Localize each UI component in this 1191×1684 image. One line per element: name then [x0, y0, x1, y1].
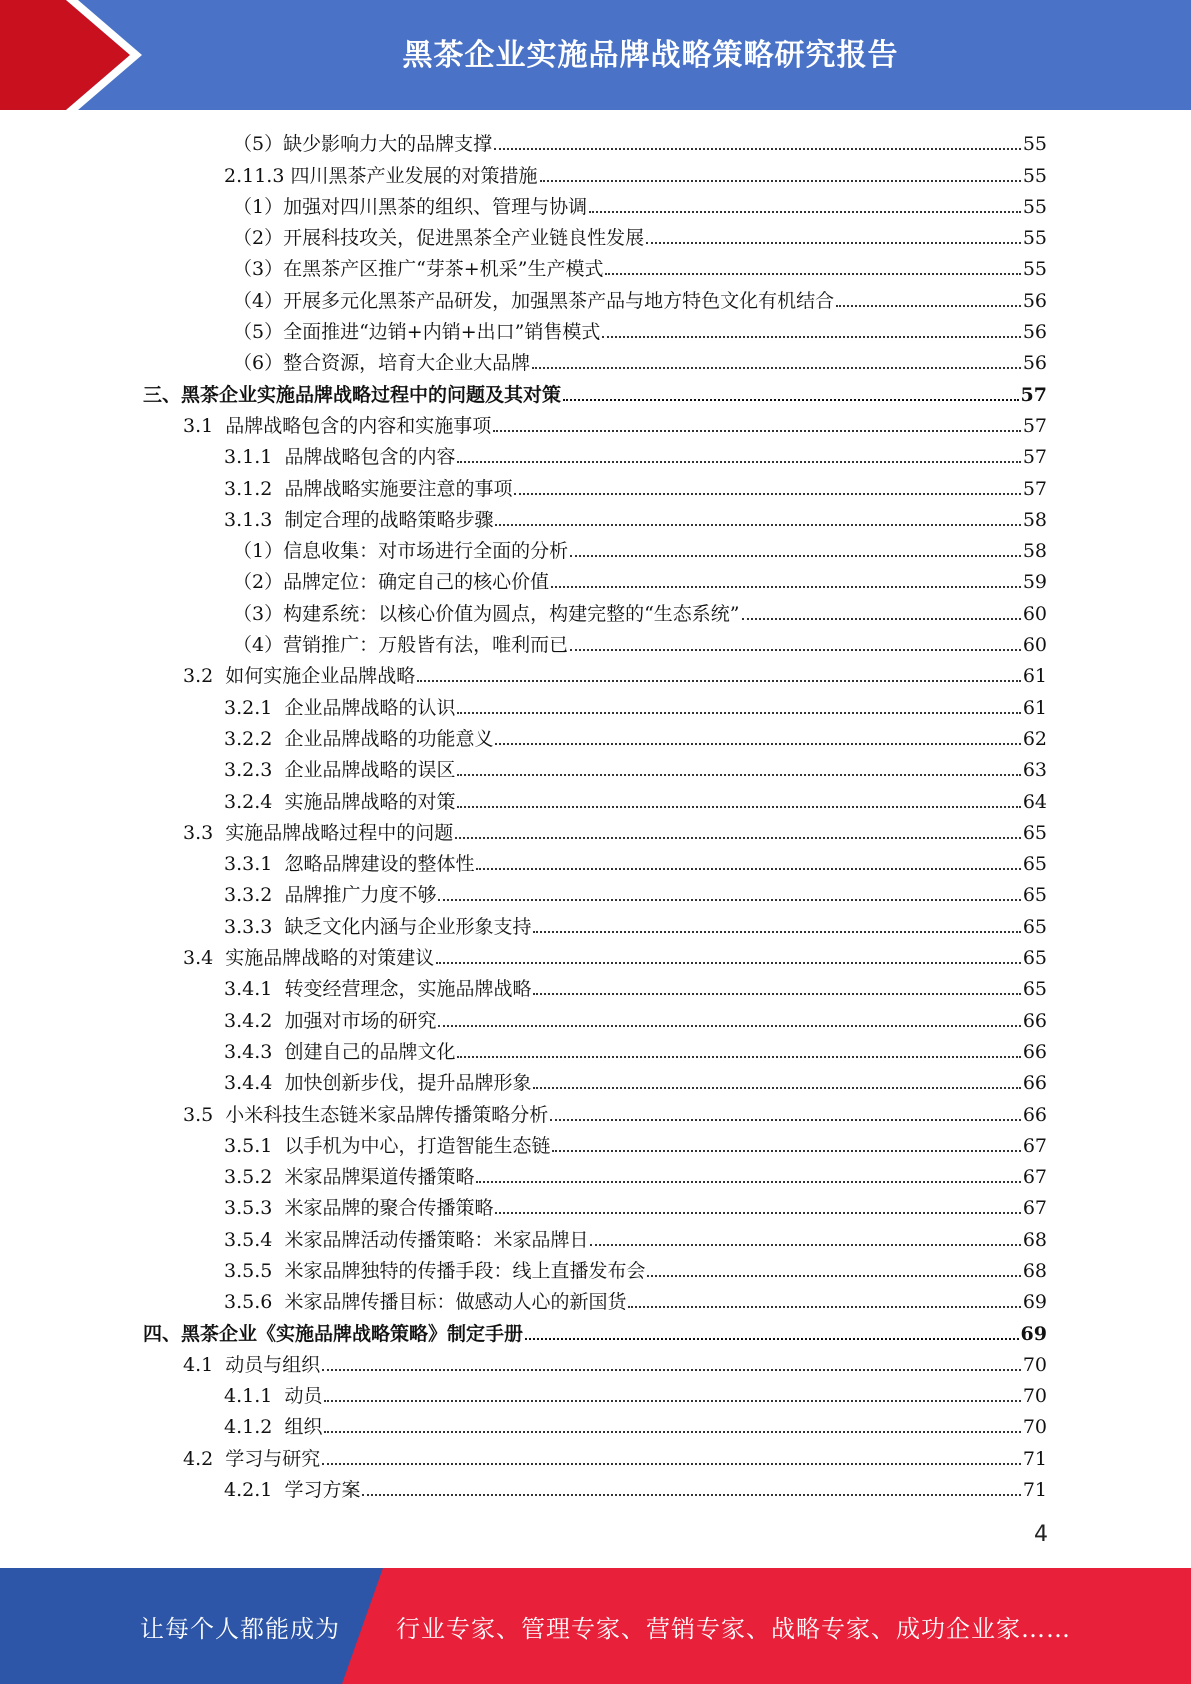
toc-entry-number: 3.2.2: [224, 727, 285, 750]
toc-entry[interactable]: [0, 847, 1047, 878]
toc-entry-page: 70: [1022, 1385, 1047, 1408]
toc-entry-title: 米家品牌的聚合传播策略: [284, 1197, 494, 1220]
toc-entry-number: 3.4.1: [224, 978, 285, 1001]
toc-entry-title: 加快创新步伐，提升品牌形象: [284, 1072, 532, 1095]
toc-entry-page: 63: [1022, 759, 1047, 782]
footer-slogan-right: 行业专家、管理专家、营销专家、战略专家、成功企业家……: [396, 1614, 1071, 1643]
toc-entry-title: 缺乏文化内涵与企业形象支持: [284, 915, 532, 938]
toc-entry-number: 3.4.3: [224, 1040, 285, 1063]
toc-entry-page: 70: [1022, 1416, 1047, 1439]
toc-entry[interactable]: [0, 878, 1047, 909]
toc-dot-leader: [438, 899, 1020, 901]
toc-entry-page: 69: [1022, 1291, 1047, 1314]
toc-entry[interactable]: [0, 1473, 1047, 1504]
toc-entry-number: 4.1: [183, 1353, 226, 1376]
toc-entry-title: 实施品牌战略的对策: [284, 790, 456, 813]
toc-entry-page: 65: [1022, 853, 1047, 876]
toc-entry-page: 61: [1022, 696, 1047, 719]
toc-entry[interactable]: [0, 158, 1047, 189]
toc-dot-leader: [476, 1181, 1020, 1183]
toc-entry-title: 开展多元化黑茶产品研发，加强黑茶产品与地方特色文化有机结合: [283, 289, 835, 312]
toc-entry-page: 61: [1022, 665, 1047, 688]
toc-entry[interactable]: [0, 1035, 1047, 1066]
toc-dot-leader: [590, 1244, 1020, 1246]
toc-entry-number: 3.3.3: [224, 915, 285, 938]
toc-entry-page: 66: [1022, 1072, 1047, 1095]
toc-entry-number: （1）: [233, 540, 284, 563]
toc-entry-title: 米家品牌活动传播策略：米家品牌日: [284, 1228, 589, 1251]
toc-entry-title: 实施品牌战略的对策建议: [225, 947, 435, 970]
toc-entry-page: 69: [1020, 1322, 1047, 1345]
toc-entry-page: 57: [1020, 383, 1047, 406]
toc-dot-leader: [494, 148, 1021, 150]
toc-entry-page: 71: [1022, 1447, 1047, 1470]
toc-entry-page: 71: [1022, 1479, 1047, 1502]
toc-entry-title: 如何实施企业品牌战略: [225, 665, 416, 688]
toc-entry[interactable]: [0, 1222, 1047, 1253]
toc-entry-page: 66: [1022, 1103, 1047, 1126]
toc-entry-title: 实施品牌战略过程中的问题: [225, 821, 454, 844]
toc-entry-title: 小米科技生态链米家品牌传播策略分析: [225, 1103, 549, 1126]
toc-entry[interactable]: [0, 1066, 1047, 1097]
toc-entry-page: 56: [1022, 321, 1047, 344]
toc-dot-leader: [457, 461, 1020, 463]
toc-entry-title: 四川黑茶产业发展的对策措施: [290, 164, 538, 187]
toc-dot-leader: [495, 1212, 1020, 1214]
toc-entry-number: 3.5.4: [224, 1228, 285, 1251]
toc-entry-title: 制定合理的战略策略步骤: [284, 508, 494, 531]
toc-entry[interactable]: [0, 409, 1047, 440]
toc-entry[interactable]: [0, 596, 1047, 627]
toc-entry-title: 米家品牌独特的传播手段：线上直播发布会: [284, 1259, 646, 1282]
toc-dot-leader: [589, 211, 1021, 213]
toc-entry-page: 56: [1022, 289, 1047, 312]
toc-dot-leader: [476, 868, 1020, 870]
toc-entry-page: 70: [1022, 1353, 1047, 1376]
toc-entry[interactable]: [0, 283, 1047, 314]
toc-entry-title: 在黑茶产区推广“芽茶+机采”生产模式: [283, 258, 604, 281]
toc-entry[interactable]: [0, 377, 1047, 408]
toc-dot-leader: [742, 618, 1021, 620]
toc-entry[interactable]: [0, 534, 1047, 565]
toc-entry-page: 59: [1022, 571, 1047, 594]
toc-entry[interactable]: [0, 941, 1047, 972]
toc-entry-title: 开展科技攻关，促进黑茶全产业链良性发展: [283, 227, 645, 250]
toc-entry-number: 3.5.3: [224, 1197, 285, 1220]
toc-entry-title: 品牌战略包含的内容和实施事项: [225, 414, 492, 437]
toc-entry-number: （3）: [233, 602, 284, 625]
toc-entry-number: （4）: [233, 634, 284, 657]
toc-entry[interactable]: [0, 346, 1047, 377]
toc-entry-number: （4）: [233, 289, 284, 312]
toc-dot-leader: [550, 1119, 1021, 1121]
toc-entry-title: 品牌战略实施要注意的事项: [284, 477, 513, 500]
toc-entry[interactable]: [0, 753, 1047, 784]
toc-entry-page: 68: [1022, 1228, 1047, 1251]
toc-dot-leader: [836, 305, 1021, 307]
toc-dot-leader: [525, 1338, 1019, 1340]
toc-entry-title: 组织: [284, 1416, 323, 1439]
toc-dot-leader: [324, 1431, 1020, 1433]
toc-dot-leader: [628, 1306, 1020, 1308]
toc-entry-page: 55: [1022, 133, 1047, 156]
toc-entry-number: （1）: [233, 195, 284, 218]
toc-entry[interactable]: [0, 440, 1047, 471]
toc-entry[interactable]: [0, 1003, 1047, 1034]
toc-entry[interactable]: [0, 659, 1047, 690]
toc-entry-page: 66: [1022, 1040, 1047, 1063]
toc-entry-page: 60: [1022, 602, 1047, 625]
toc-dot-leader: [533, 1087, 1020, 1089]
toc-entry-page: 58: [1022, 508, 1047, 531]
toc-entry-title: 加强对四川黑茶的组织、管理与协调: [283, 195, 588, 218]
toc-dot-leader: [438, 1025, 1020, 1027]
toc-entry[interactable]: [0, 503, 1047, 534]
toc-entry-number: 3.5.5: [224, 1259, 285, 1282]
toc-entry[interactable]: [0, 1191, 1047, 1222]
toc-entry-page: 65: [1022, 978, 1047, 1001]
toc-entry-page: 55: [1022, 227, 1047, 250]
toc-entry-title: 转变经营理念，实施品牌战略: [284, 978, 532, 1001]
toc-entry-number: （6）: [233, 352, 284, 375]
toc-entry-number: 3.2.1: [224, 696, 285, 719]
toc-entry-page: 57: [1022, 477, 1047, 500]
toc-entry[interactable]: [0, 221, 1047, 252]
toc-entry-number: 3.1.2: [224, 477, 285, 500]
page-number: 4: [1034, 1522, 1048, 1547]
toc-entry-page: 67: [1022, 1197, 1047, 1220]
toc-dot-leader: [563, 399, 1019, 401]
toc-entry-number: 3.4.4: [224, 1072, 285, 1095]
toc-dot-leader: [322, 1463, 1021, 1465]
toc-entry[interactable]: [0, 565, 1047, 596]
header-banner: [0, 0, 1191, 110]
toc-dot-leader: [533, 931, 1020, 933]
toc-entry[interactable]: [0, 972, 1047, 1003]
toc-entry-title: 以手机为中心，打造智能生态链: [284, 1134, 551, 1157]
toc-dot-leader: [457, 806, 1020, 808]
toc-entry[interactable]: [0, 252, 1047, 283]
toc-dot-leader: [647, 1275, 1020, 1277]
toc-entry-page: 68: [1022, 1259, 1047, 1282]
toc-entry[interactable]: [0, 816, 1047, 847]
toc-entry-title: 品牌战略包含的内容: [284, 446, 456, 469]
toc-entry-page: 67: [1022, 1134, 1047, 1157]
toc-entry-number: （3）: [233, 258, 284, 281]
toc-entry[interactable]: [0, 1379, 1047, 1410]
toc-entry[interactable]: [0, 1097, 1047, 1128]
toc-entry[interactable]: [0, 1160, 1047, 1191]
toc-entry[interactable]: [0, 1254, 1047, 1285]
toc-entry-page: 55: [1022, 258, 1047, 281]
toc-entry-number: 3.2.4: [224, 790, 285, 813]
toc-entry-page: 64: [1022, 790, 1047, 813]
toc-entry[interactable]: [0, 190, 1047, 221]
toc-entry-number: 3.3.1: [224, 853, 285, 876]
toc-entry-number: （5）: [233, 133, 284, 156]
toc-entry-page: 60: [1022, 634, 1047, 657]
toc-entry-number: 3.1.3: [224, 508, 285, 531]
toc-entry-title: 信息收集：对市场进行全面的分析: [283, 540, 569, 563]
toc-entry-title: 营销推广：万般皆有法，唯利而已: [283, 634, 569, 657]
toc-entry-number: 2.11.3: [224, 164, 291, 187]
toc-entry[interactable]: [0, 909, 1047, 940]
toc-entry-title: 品牌推广力度不够: [284, 884, 437, 907]
toc-entry-title: 企业品牌战略的功能意义: [284, 727, 494, 750]
toc-dot-leader: [455, 837, 1021, 839]
toc-entry-number: 3.5.1: [224, 1134, 285, 1157]
toc-entry-page: 65: [1022, 915, 1047, 938]
toc-entry-number: （5）: [233, 321, 284, 344]
toc-dot-leader: [417, 680, 1021, 682]
toc-dot-leader: [457, 774, 1020, 776]
toc-entry[interactable]: [0, 1348, 1047, 1379]
toc-entry-number: 3.2: [183, 665, 226, 688]
toc-entry[interactable]: [0, 315, 1047, 346]
toc-dot-leader: [457, 712, 1020, 714]
toc-dot-leader: [605, 273, 1020, 275]
toc-entry-page: 55: [1022, 195, 1047, 218]
toc-entry-number: 4.1.1: [224, 1385, 285, 1408]
toc-entry-page: 62: [1022, 727, 1047, 750]
toc-entry-title: 忽略品牌建设的整体性: [284, 853, 475, 876]
toc-entry-title: 四、黑茶企业《实施品牌战略策略》制定手册: [143, 1322, 524, 1345]
toc-entry-number: （2）: [233, 571, 284, 594]
toc-entry[interactable]: [0, 690, 1047, 721]
toc-entry[interactable]: [0, 784, 1047, 815]
toc-entry[interactable]: [0, 127, 1047, 158]
toc-entry-page: 57: [1022, 446, 1047, 469]
toc-dot-leader: [495, 743, 1020, 745]
toc-entry-page: 66: [1022, 1009, 1047, 1032]
header-arrow-icon: [0, 0, 160, 110]
toc-entry-number: 3.4.2: [224, 1009, 285, 1032]
toc-dot-leader: [570, 555, 1021, 557]
toc-entry-title: 米家品牌渠道传播策略: [284, 1166, 475, 1189]
toc-entry-title: 学习与研究: [225, 1447, 321, 1470]
toc-entry-number: 3.4: [183, 947, 226, 970]
toc-dot-leader: [551, 586, 1021, 588]
table-of-contents: [0, 127, 1191, 1504]
toc-entry[interactable]: [0, 1441, 1047, 1472]
toc-entry-number: 4.2.1: [224, 1479, 285, 1502]
toc-entry-number: 3.3: [183, 821, 226, 844]
toc-entry-page: 55: [1022, 164, 1047, 187]
toc-entry-page: 67: [1022, 1166, 1047, 1189]
toc-entry-title: 学习方案: [284, 1479, 361, 1502]
toc-entry-title: 全面推进“边销+内销+出口”销售模式: [283, 321, 601, 344]
toc-entry[interactable]: [0, 628, 1047, 659]
footer-banner: [0, 1568, 1191, 1684]
toc-entry-number: 3.5.2: [224, 1166, 285, 1189]
toc-entry-title: 品牌定位：确定自己的核心价值: [283, 571, 550, 594]
toc-dot-leader: [570, 649, 1021, 651]
toc-entry-title: 整合资源，培育大企业大品牌: [283, 352, 531, 375]
toc-dot-leader: [436, 962, 1021, 964]
toc-entry-number: 3.3.2: [224, 884, 285, 907]
toc-entry-title: 三、黑茶企业实施品牌战略过程中的问题及其对策: [143, 383, 562, 406]
toc-dot-leader: [602, 336, 1020, 338]
toc-dot-leader: [514, 493, 1020, 495]
document-title: 黑茶企业实施品牌战略策略研究报告: [402, 38, 899, 73]
toc-entry-title: 动员: [284, 1385, 323, 1408]
toc-entry-title: 米家品牌传播目标：做感动人心的新国货: [284, 1291, 627, 1314]
toc-entry-page: 65: [1022, 821, 1047, 844]
toc-entry-number: 3.5: [183, 1103, 226, 1126]
toc-entry-number: 4.1.2: [224, 1416, 285, 1439]
toc-entry[interactable]: [0, 722, 1047, 753]
toc-entry-page: 65: [1022, 884, 1047, 907]
toc-entry[interactable]: [0, 471, 1047, 502]
toc-entry-title: 缺少影响力大的品牌支撑: [283, 133, 493, 156]
toc-entry-title: 企业品牌战略的误区: [284, 759, 456, 782]
toc-entry-number: 4.2: [183, 1447, 226, 1470]
toc-dot-leader: [322, 1369, 1021, 1371]
toc-entry-title: 加强对市场的研究: [284, 1009, 437, 1032]
toc-entry-page: 58: [1022, 540, 1047, 563]
footer-slogan-left: 让每个人都能成为: [140, 1614, 340, 1643]
toc-entry-number: （2）: [233, 227, 284, 250]
toc-dot-leader: [552, 1150, 1020, 1152]
toc-dot-leader: [495, 524, 1020, 526]
toc-entry-number: 3.5.6: [224, 1291, 285, 1314]
toc-entry[interactable]: [0, 1316, 1047, 1347]
toc-entry-page: 65: [1022, 947, 1047, 970]
toc-dot-leader: [324, 1400, 1020, 1402]
toc-entry-number: 3.1.1: [224, 446, 285, 469]
toc-dot-leader: [457, 1056, 1020, 1058]
toc-entry-page: 56: [1022, 352, 1047, 375]
toc-dot-leader: [362, 1494, 1020, 1496]
toc-entry-title: 创建自己的品牌文化: [284, 1040, 456, 1063]
toc-entry[interactable]: [0, 1285, 1047, 1316]
toc-dot-leader: [540, 180, 1021, 182]
toc-entry[interactable]: [0, 1410, 1047, 1441]
toc-entry-title: 动员与组织: [225, 1353, 321, 1376]
toc-entry-title: 构建系统：以核心价值为圆点，构建完整的“生态系统”: [283, 602, 740, 625]
toc-dot-leader: [646, 242, 1021, 244]
toc-entry-title: 企业品牌战略的认识: [284, 696, 456, 719]
toc-dot-leader: [532, 367, 1021, 369]
toc-entry-page: 57: [1022, 414, 1047, 437]
toc-entry-number: 3.2.3: [224, 759, 285, 782]
toc-entry[interactable]: [0, 1129, 1047, 1160]
toc-dot-leader: [533, 993, 1020, 995]
toc-entry-number: 3.1: [183, 414, 226, 437]
toc-dot-leader: [493, 430, 1021, 432]
